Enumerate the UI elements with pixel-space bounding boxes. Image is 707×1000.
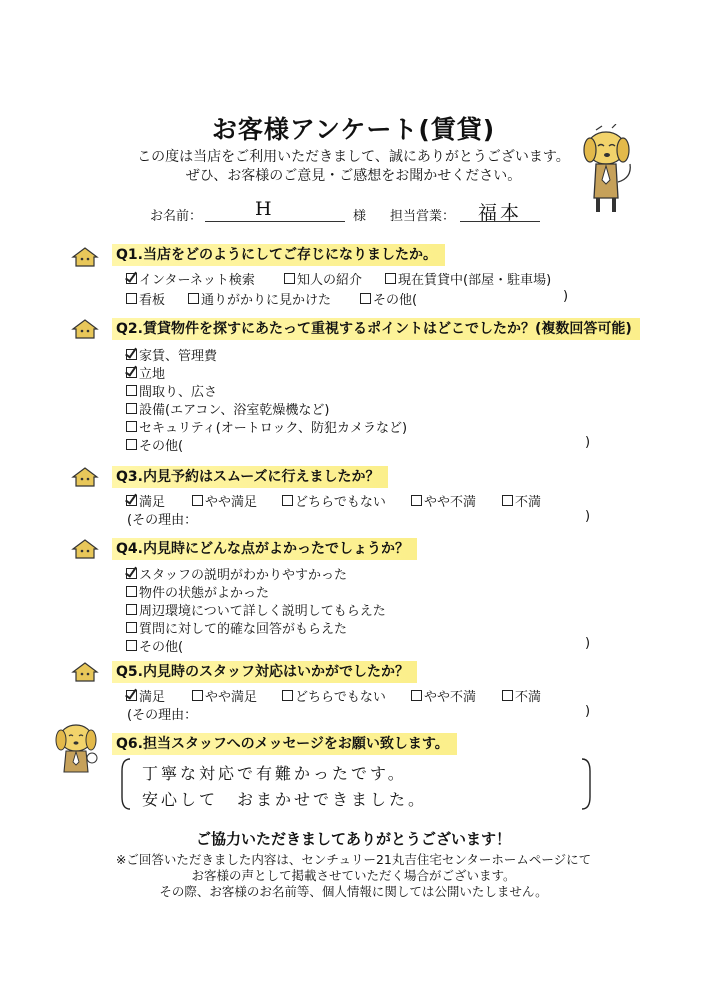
q5-reason-label: (その理由： — [127, 708, 198, 723]
page-title: お客様アンケート(賃貸) — [211, 115, 496, 144]
q3-option[interactable]: どちらでもない — [282, 491, 386, 510]
checkbox[interactable] — [282, 690, 293, 701]
checkbox[interactable] — [411, 690, 422, 701]
name-underline — [205, 221, 345, 222]
close-paren: ) — [585, 704, 591, 719]
q1-option[interactable]: 現在賃貸中(部屋・駐車場) — [385, 269, 551, 288]
message-line-2[interactable]: 安心して おまかせできました。 — [142, 790, 428, 809]
q2-option-other[interactable]: その他( — [126, 435, 183, 454]
q5-option[interactable]: 不満 — [502, 686, 541, 705]
checkbox-checked[interactable] — [126, 273, 137, 284]
name-row — [150, 198, 540, 224]
footer-note: ※ご回答いただきました内容は、センチュリー21丸吉住宅センターホームページにて — [115, 852, 592, 867]
q1-option[interactable]: 看板 — [126, 289, 165, 308]
q5-option[interactable]: 満足 — [126, 686, 165, 705]
q5-option[interactable]: どちらでもない — [282, 686, 386, 705]
q3-reason-label: (その理由： — [127, 513, 198, 528]
q4-heading: Q4.内見時にどんな点がよかったでしょうか？ — [112, 538, 417, 560]
checkbox[interactable] — [126, 385, 137, 396]
intro-line-2: ぜひ、お客様のご意見・ご感想をお聞かせください。 — [185, 168, 522, 184]
checkbox[interactable] — [126, 622, 137, 633]
q1-option[interactable]: インターネット検索 — [126, 269, 255, 288]
checkbox[interactable] — [385, 273, 396, 284]
mascot-dog-illustration — [582, 124, 638, 216]
checkbox[interactable] — [126, 586, 137, 597]
checkbox[interactable] — [502, 495, 513, 506]
q3-option[interactable]: やや不満 — [411, 491, 476, 510]
q4-option[interactable]: 質問に対して的確な回答がもらえた — [126, 618, 347, 637]
q4-option-other[interactable]: その他( — [126, 636, 183, 655]
house-icon — [70, 661, 100, 683]
staff-value[interactable]: 福本 — [478, 202, 523, 224]
checkbox-checked[interactable] — [126, 568, 137, 579]
footer-note: お客様の声として掲載させていただく場合がございます。 — [191, 868, 516, 883]
checkbox-checked[interactable] — [126, 349, 137, 360]
checkbox[interactable] — [192, 495, 203, 506]
checkbox-checked[interactable] — [126, 495, 137, 506]
q3-option[interactable]: 不満 — [502, 491, 541, 510]
q5-option[interactable]: やや不満 — [411, 686, 476, 705]
mascot-dog-illustration — [52, 722, 102, 778]
checkbox[interactable] — [284, 273, 295, 284]
close-paren: ) — [563, 289, 569, 304]
q1-option-other[interactable]: その他( — [360, 289, 417, 308]
checkbox[interactable] — [126, 293, 137, 304]
checkbox[interactable] — [192, 690, 203, 701]
house-icon — [70, 246, 100, 268]
checkbox[interactable] — [360, 293, 371, 304]
close-paren: ) — [585, 509, 591, 524]
q3-option[interactable]: 満足 — [126, 491, 165, 510]
q2-option[interactable]: セキュリティ(オートロック、防犯カメラなど) — [126, 417, 407, 436]
q2-heading: Q2.賃貸物件を探すにあたって重視するポイントはどこでしたか？(複数回答可能) — [112, 318, 640, 340]
staff-underline — [460, 221, 540, 222]
q3-heading: Q3.内見予約はスムーズに行えましたか？ — [112, 466, 388, 488]
q1-option[interactable]: 通りがかりに見かけた — [188, 289, 331, 308]
message-line-1[interactable]: 丁寧な対応で有難かったです。 — [142, 764, 407, 783]
checkbox[interactable] — [126, 403, 137, 414]
staff-label: 担当営業： — [390, 209, 456, 224]
checkbox[interactable] — [126, 604, 137, 615]
name-label: お名前： — [150, 209, 203, 224]
name-value[interactable]: H — [255, 198, 272, 220]
q6-heading: Q6.担当スタッフへのメッセージをお願い致します。 — [112, 733, 457, 755]
checkbox[interactable] — [282, 495, 293, 506]
q5-option[interactable]: やや満足 — [192, 686, 257, 705]
close-paren: ) — [585, 636, 591, 651]
checkbox-checked[interactable] — [126, 367, 137, 378]
checkbox[interactable] — [126, 640, 137, 651]
checkbox[interactable] — [188, 293, 199, 304]
q4-option[interactable]: 周辺環境について詳しく説明してもらえた — [126, 600, 386, 619]
q1-option[interactable]: 知人の紹介 — [284, 269, 362, 288]
checkbox[interactable] — [411, 495, 422, 506]
house-icon — [70, 538, 100, 560]
q2-option[interactable]: 設備(エアコン、浴室乾燥機など) — [126, 399, 329, 418]
q3-option[interactable]: やや満足 — [192, 491, 257, 510]
q2-option[interactable]: 立地 — [126, 363, 165, 382]
q2-option[interactable]: 家賃、管理費 — [126, 345, 217, 364]
q4-option[interactable]: 物件の状態がよかった — [126, 582, 269, 601]
close-paren: ) — [585, 435, 591, 450]
footer-note: その際、お客様のお名前等、個人情報に関しては公開いたしません。 — [159, 884, 548, 899]
q2-option[interactable]: 間取り、広さ — [126, 381, 217, 400]
checkbox[interactable] — [502, 690, 513, 701]
checkbox-checked[interactable] — [126, 690, 137, 701]
house-icon — [70, 318, 100, 340]
q1-heading: Q1.当店をどのようにしてご存じになりましたか。 — [112, 244, 445, 266]
checkbox[interactable] — [126, 421, 137, 432]
checkbox[interactable] — [126, 439, 137, 450]
q5-heading: Q5.内見時のスタッフ対応はいかがでしたか？ — [112, 661, 417, 683]
sama-label: 様 — [353, 209, 367, 224]
house-icon — [70, 466, 100, 488]
q4-option[interactable]: スタッフの説明がわかりやすかった — [126, 564, 347, 583]
intro-line-1: この度は当店をご利用いただきまして、誠にありがとうございます。 — [137, 149, 570, 165]
thanks-heading: ご協力いただきましてありがとうございます！ — [195, 830, 511, 848]
